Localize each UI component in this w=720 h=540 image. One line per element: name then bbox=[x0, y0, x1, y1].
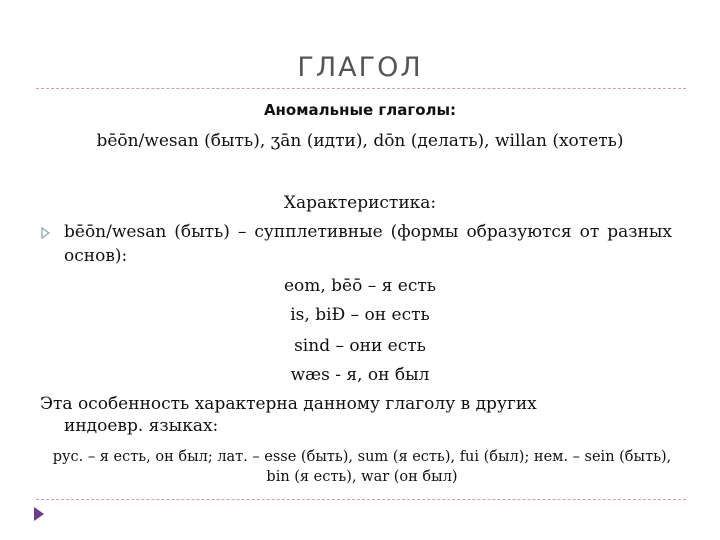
slide-title: ГЛАГОЛ bbox=[297, 52, 423, 83]
examples-text: рус. – я есть, он был; лат. – esse (быть), sum (я есть), fui (был); нем. – sein (быть), bin (я есть), war (он был) bbox=[52, 449, 672, 485]
next-arrow-icon[interactable] bbox=[33, 506, 45, 526]
feature-line-2: индоевр. языках: bbox=[64, 416, 219, 436]
feature-paragraph bbox=[40, 393, 672, 437]
bullet-text: bēōn/wesan (быть) – супплетивные (формы образуются от разных основ): bbox=[64, 222, 672, 266]
triangle-bullet-icon bbox=[41, 224, 50, 243]
form-line: sind – они есть bbox=[294, 336, 426, 356]
bottom-divider bbox=[36, 499, 686, 500]
characteristic-heading bbox=[0, 193, 720, 213]
verbs-line: bēōn/wesan (быть), ʒān (идти), dōn (делать), willan (хотеть) bbox=[96, 131, 624, 151]
form-line: eom, bēō – я есть bbox=[283, 276, 437, 296]
title-divider bbox=[36, 88, 686, 89]
feature-line-1: Эта особенность характерна данному глаголу в других bbox=[40, 394, 537, 414]
characteristic-heading-text: Характеристика: bbox=[283, 193, 437, 213]
form-line: is, biÐ – он есть bbox=[290, 305, 430, 325]
subtitle: Аномальные глаголы: bbox=[263, 101, 457, 119]
form-line: wæs - я, он был bbox=[290, 365, 430, 385]
